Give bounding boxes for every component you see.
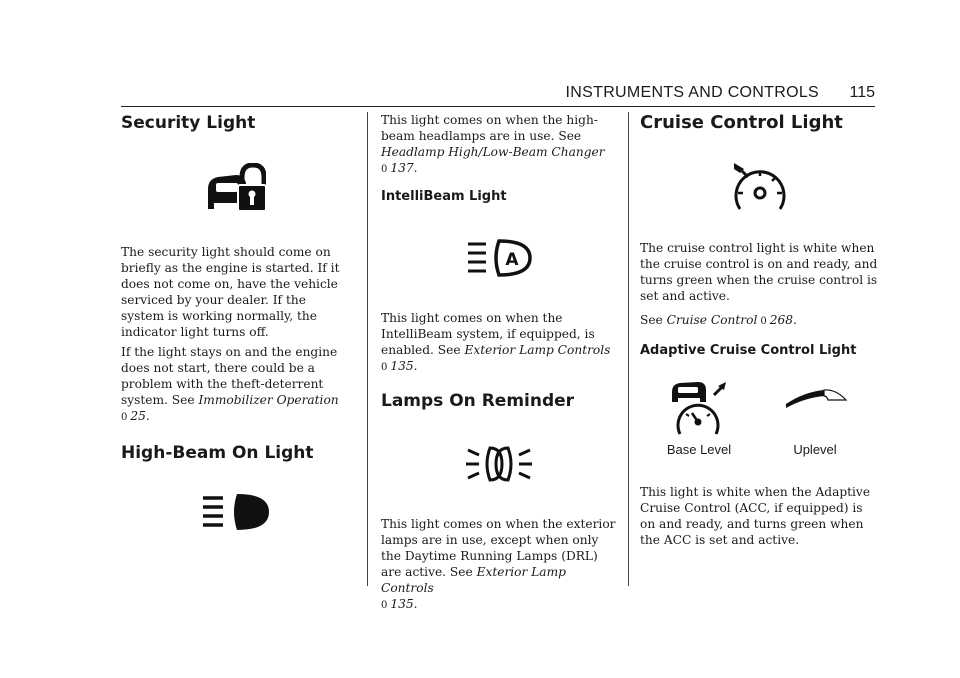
high-beam-figure — [121, 464, 351, 560]
exterior-lamp-link[interactable]: Exterior Lamp Controls — [381, 565, 566, 595]
headlamp-changer-link[interactable]: Headlamp High/Low-Beam Changer — [381, 145, 605, 159]
high-beam-heading: High-Beam On Light — [121, 443, 314, 463]
security-paragraph-2: If the light stays on and the engine does not start, there could be a problem with the theft-deterrent system. See Immobilizer Operation 0 25. — [121, 345, 339, 423]
page-ref-arrow-icon: 0 — [121, 412, 128, 423]
exterior-lamp-link[interactable]: Exterior Lamp Controls — [464, 343, 611, 357]
page-ref[interactable]: 25 — [130, 409, 146, 423]
security-light-heading: Security Light — [121, 113, 256, 133]
page-ref[interactable]: 135 — [390, 597, 414, 611]
page-ref[interactable]: 137 — [390, 161, 414, 175]
page-header — [121, 80, 875, 107]
column-divider — [367, 112, 368, 586]
security-light-icon — [206, 163, 266, 215]
intellibeam-paragraph: This light comes on when the IntelliBeam system, if equipped, is enabled. See Exterior Lamp Controls 0 135. — [381, 311, 611, 373]
lamps-on-paragraph: This light comes on when the exterior lamps are in use, except when only the Daytime Running Lamps (DRL) are active. See Exterior Lamp Controls 0 135. — [381, 517, 616, 611]
section-title: INSTRUMENTS AND CONTROLS — [565, 84, 819, 101]
column-3 — [640, 112, 880, 548]
uplevel-caption: Uplevel — [793, 442, 837, 457]
page-number: 115 — [849, 84, 875, 101]
intellibeam-icon — [466, 238, 532, 278]
column-2 — [381, 112, 617, 614]
cruise-control-link[interactable]: Cruise Control — [666, 313, 758, 327]
cruise-control-icon — [730, 159, 790, 215]
page-ref[interactable]: 268 — [769, 313, 794, 327]
page-ref-arrow-icon: 0 — [381, 164, 388, 175]
cruise-control-paragraph-1: The cruise control light is white when the cruise control is on and ready, and turns green when the cruise control is set and active. — [640, 241, 878, 303]
base-level-caption: Base Level — [666, 442, 732, 457]
page-ref[interactable]: 135 — [390, 359, 414, 373]
page-ref-arrow-icon: 0 — [381, 362, 388, 373]
column-1 — [121, 112, 351, 560]
cruise-control-heading: Cruise Control Light — [640, 112, 843, 133]
high-beam-paragraph: This light comes on when the high-beam headlamps are in use. See Headlamp High/Low-Beam Changer 0 137. — [381, 113, 605, 175]
adaptive-cruise-heading: Adaptive Cruise Control Light — [640, 343, 857, 358]
security-light-figure — [121, 134, 351, 244]
acc-base-level-icon — [668, 378, 734, 436]
lamps-on-icon — [462, 442, 536, 486]
intellibeam-heading: IntelliBeam Light — [381, 189, 507, 204]
acc-uplevel-icon — [784, 386, 850, 412]
high-beam-icon — [201, 492, 271, 532]
page-ref-arrow-icon: 0 — [760, 316, 767, 327]
security-paragraph-1: The security light should come on briefly as the engine is started. If it does not come on, have the vehicle serviced by your dealer. If the system is working normally, the indicator light turns off. — [121, 245, 340, 339]
lamps-on-heading: Lamps On Reminder — [381, 391, 575, 411]
column-divider — [628, 112, 629, 586]
cruise-control-paragraph-2: See Cruise Control 0 268. — [640, 313, 797, 327]
cruise-control-figure — [640, 134, 880, 240]
svg-text:A: A — [505, 250, 519, 270]
adaptive-cruise-paragraph: This light is white when the Adaptive Cruise Control (ACC, if equipped) is on and ready, and turns green when the ACC is set and active. — [640, 485, 871, 547]
lamps-on-figure — [381, 412, 617, 516]
intellibeam-figure — [381, 206, 617, 310]
page-ref-arrow-icon: 0 — [381, 600, 388, 611]
adaptive-cruise-figures — [640, 360, 880, 460]
immobilizer-link[interactable]: Immobilizer Operation — [198, 393, 339, 407]
